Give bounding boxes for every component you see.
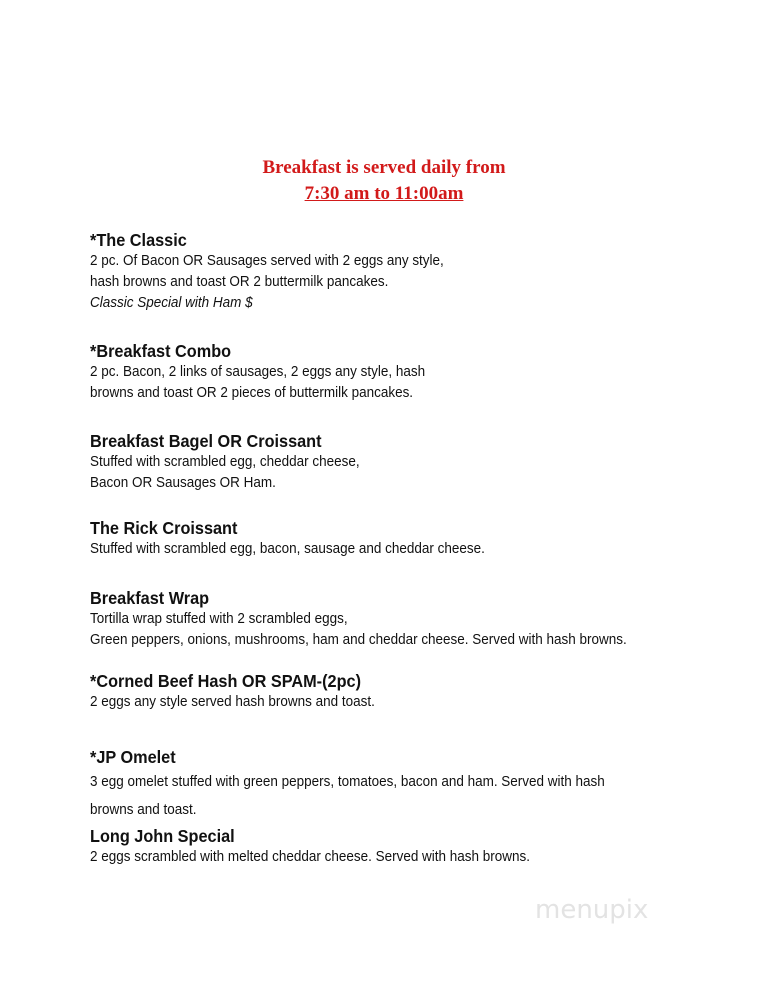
menu-item-desc: Bacon OR Sausages OR Ham.: [90, 475, 276, 491]
menu-item-corned-beef-hash: [90, 670, 730, 713]
menupix-watermark: menupix: [535, 895, 649, 925]
menu-item-desc: Green peppers, onions, mushrooms, ham and cheddar cheese. Served with hash browns.: [90, 632, 627, 648]
menu-item-jp-omelet: [90, 746, 730, 824]
header-line-1: Breakfast is served daily from: [262, 157, 506, 178]
breakfast-hours-header: [0, 155, 768, 207]
menu-item-the-classic: [90, 229, 730, 314]
menu-item-title: Long John Special: [90, 826, 235, 846]
menu-item-title: Breakfast Bagel OR Croissant: [90, 431, 322, 451]
menu-item-desc: Stuffed with scrambled egg, cheddar cheese,: [90, 454, 360, 470]
menu-item-title: *JP Omelet: [90, 747, 176, 767]
menu-item-desc: 3 egg omelet stuffed with green peppers, tomatoes, bacon and ham. Served with hash: [90, 774, 605, 790]
menu-item-desc: 2 pc. Of Bacon OR Sausages served with 2 eggs any style,: [90, 253, 444, 269]
menu-item-title: Breakfast Wrap: [90, 588, 210, 608]
menu-item-note: Classic Special with Ham $: [90, 295, 253, 311]
menu-item-title: *Corned Beef Hash OR SPAM-(2pc): [90, 671, 361, 691]
menu-item-breakfast-bagel: [90, 430, 730, 494]
menu-item-title: *Breakfast Combo: [90, 341, 232, 361]
menu-item-breakfast-wrap: [90, 587, 730, 651]
menu-item-desc: browns and toast OR 2 pieces of buttermilk pancakes.: [90, 385, 414, 401]
menu-item-desc: 2 eggs scrambled with melted cheddar cheese. Served with hash browns.: [90, 849, 531, 865]
menu-item-title: The Rick Croissant: [90, 518, 238, 538]
menu-item-desc: hash browns and toast OR 2 buttermilk pancakes.: [90, 274, 389, 290]
menu-item-desc: Tortilla wrap stuffed with 2 scrambled eggs,: [90, 611, 348, 627]
header-hours: 7:30 am to 11:00am: [304, 183, 464, 204]
menu-item-rick-croissant: [90, 517, 730, 560]
menu-item-title: *The Classic: [90, 230, 187, 250]
menu-item-desc: Stuffed with scrambled egg, bacon, sausage and cheddar cheese.: [90, 541, 485, 557]
menu-item-long-john-special: [90, 825, 730, 868]
menu-item-breakfast-combo: [90, 340, 730, 404]
menu-item-desc: 2 pc. Bacon, 2 links of sausages, 2 eggs any style, hash: [90, 364, 426, 380]
menu-item-desc: browns and toast.: [90, 802, 197, 818]
menu-item-desc: 2 eggs any style served hash browns and toast.: [90, 694, 375, 710]
